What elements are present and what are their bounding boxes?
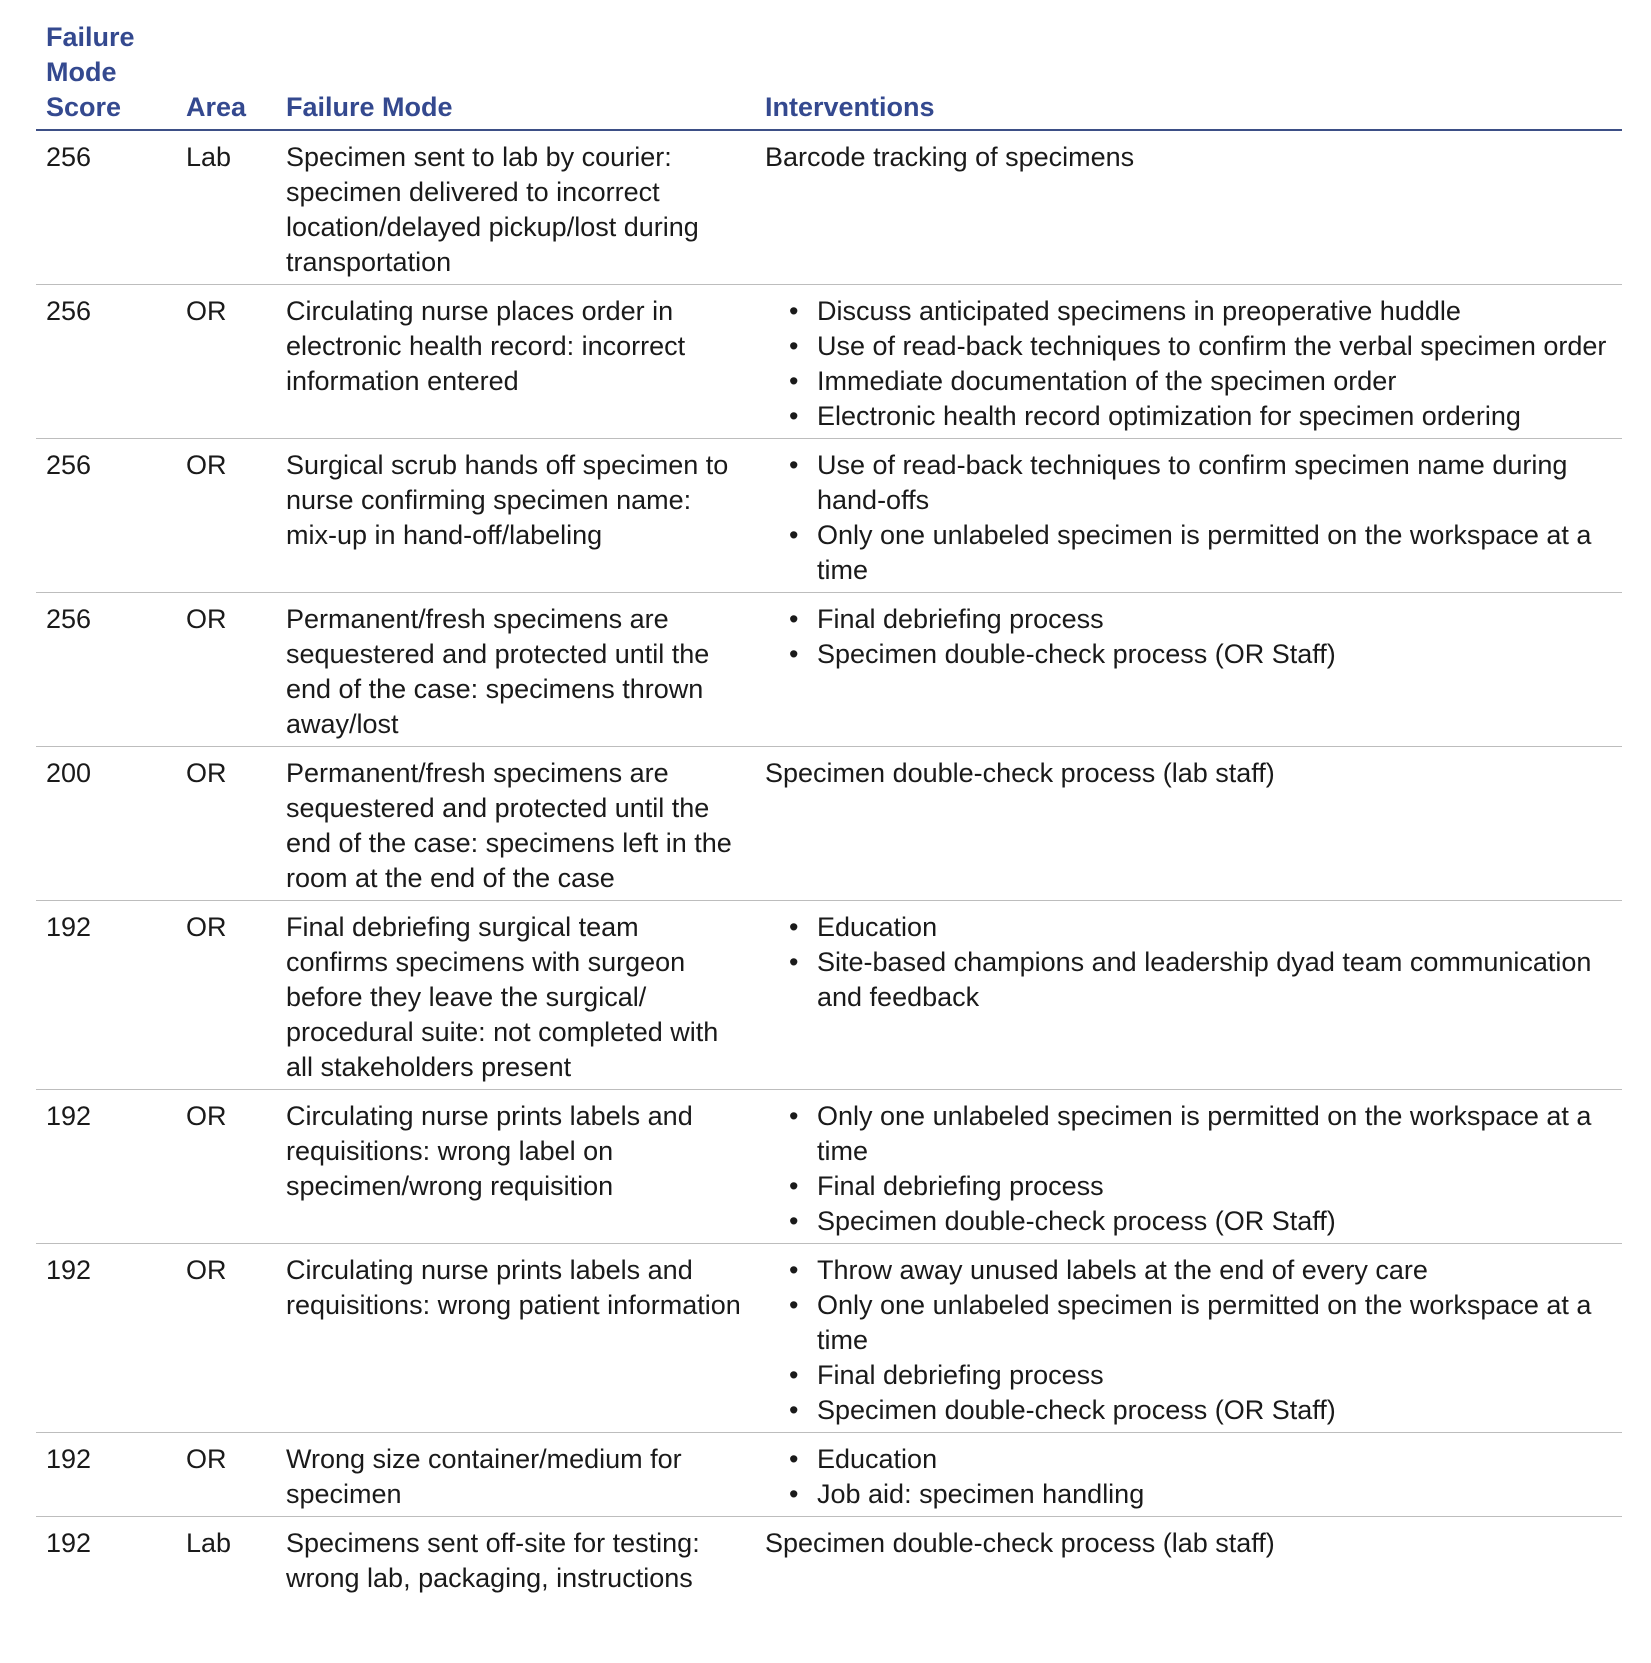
interventions-list — [755, 602, 1612, 672]
cell-failure-mode: Permanent/fresh specimens are sequestered and protected until the end of the case: specimens thrown away/lost — [276, 593, 755, 747]
header-interventions: Interventions — [755, 20, 1622, 130]
cell-interventions — [755, 439, 1622, 593]
intervention-item: • Use of read-back techniques to confirm specimen name during hand-offs — [817, 448, 1612, 518]
cell-interventions — [755, 593, 1622, 747]
cell-score: 192 — [36, 1433, 176, 1517]
cell-failure-mode: Permanent/fresh specimens are sequestered and protected until the end of the case: specimens left in the room at the end of the case — [276, 747, 755, 901]
cell-score: 192 — [36, 901, 176, 1090]
table-row — [36, 1517, 1622, 1601]
cell-interventions — [755, 285, 1622, 439]
cell-score: 192 — [36, 1244, 176, 1433]
cell-score: 192 — [46, 1528, 92, 1558]
interventions-list — [755, 294, 1612, 434]
cell-area: OR — [176, 439, 276, 593]
interventions-list — [755, 910, 1612, 1015]
cell-interventions — [755, 130, 1622, 285]
intervention-item: • Specimen double-check process (OR Staff) — [817, 1393, 1612, 1428]
intervention-text: Specimen double-check process (lab staff) — [765, 1528, 1275, 1558]
cell-area: OR — [176, 1090, 276, 1244]
cell-interventions — [755, 1433, 1622, 1517]
intervention-item: • Final debriefing process — [817, 1358, 1612, 1393]
fmea-table — [36, 20, 1622, 1600]
intervention-item: • Immediate documentation of the specimen order — [817, 364, 1612, 399]
intervention-item: • Specimen double-check process (OR Staff) — [817, 1204, 1612, 1239]
intervention-item: • Only one unlabeled specimen is permitted on the workspace at a time — [817, 518, 1612, 588]
interventions-list — [755, 1442, 1612, 1512]
intervention-item: • Only one unlabeled specimen is permitted on the workspace at a time — [817, 1288, 1612, 1358]
cell-area: OR — [176, 1244, 276, 1433]
cell-score: 256 — [36, 130, 176, 285]
cell-area: Lab — [176, 130, 276, 285]
table-row — [36, 747, 1622, 901]
intervention-item: • Education — [817, 1442, 1612, 1477]
intervention-item: • Specimen double-check process (OR Staff) — [817, 637, 1612, 672]
header-row — [36, 20, 1622, 130]
cell-interventions — [755, 1090, 1622, 1244]
cell-area: OR — [176, 593, 276, 747]
table-row — [36, 1090, 1622, 1244]
cell-failure-mode: Wrong size container/medium for specimen — [276, 1433, 755, 1517]
cell-failure-mode: Specimen sent to lab by courier: specimen delivered to incorrect location/delayed pickup/lost during transportation — [276, 130, 755, 285]
cell-failure-mode: Circulating nurse places order in electronic health record: incorrect information entered — [276, 285, 755, 439]
cell-interventions — [755, 1244, 1622, 1433]
intervention-text: Barcode tracking of specimens — [765, 142, 1135, 172]
cell-score: 256 — [36, 593, 176, 747]
cell-failure-mode: Circulating nurse prints labels and requisitions: wrong patient information — [276, 1244, 755, 1433]
cell-failure-mode: Specimens sent off-site for testing: wrong lab, packaging, instructions — [286, 1528, 700, 1593]
cell-area: OR — [176, 285, 276, 439]
intervention-item: • Discuss anticipated specimens in preoperative huddle — [817, 294, 1612, 329]
cell-area: OR — [176, 901, 276, 1090]
intervention-item: • Electronic health record optimization for specimen ordering — [817, 399, 1612, 434]
intervention-item: • Final debriefing process — [817, 602, 1612, 637]
header-area: Area — [176, 20, 276, 130]
interventions-list — [755, 1099, 1612, 1239]
cell-area: OR — [176, 747, 276, 901]
cell-failure-mode: Surgical scrub hands off specimen to nurse confirming specimen name: mix-up in hand-off/labeling — [276, 439, 755, 593]
table-row — [36, 901, 1622, 1090]
cell-failure-mode: Circulating nurse prints labels and requisitions: wrong label on specimen/wrong requisition — [276, 1090, 755, 1244]
table-body — [36, 130, 1622, 1600]
cell-interventions — [755, 1517, 1622, 1601]
intervention-item: • Education — [817, 910, 1612, 945]
table-row — [36, 1244, 1622, 1433]
header-failure-mode: Failure Mode — [276, 20, 755, 130]
cell-score: 200 — [36, 747, 176, 901]
cell-area: Lab — [186, 1528, 232, 1558]
cell-score: 256 — [36, 439, 176, 593]
interventions-list — [755, 448, 1612, 588]
cell-score: 192 — [36, 1090, 176, 1244]
intervention-item: • Throw away unused labels at the end of every care — [817, 1253, 1612, 1288]
table-row — [36, 439, 1622, 593]
interventions-list — [755, 1253, 1612, 1428]
cell-score: 256 — [36, 285, 176, 439]
table-row — [36, 593, 1622, 747]
intervention-text: Specimen double-check process (lab staff) — [765, 758, 1275, 788]
cell-area: OR — [176, 1433, 276, 1517]
table-row — [36, 130, 1622, 285]
intervention-item: • Use of read-back techniques to confirm the verbal specimen order — [817, 329, 1612, 364]
intervention-item: • Final debriefing process — [817, 1169, 1612, 1204]
intervention-item: • Site-based champions and leadership dyad team communication and feedback — [817, 945, 1612, 1015]
cell-interventions — [755, 901, 1622, 1090]
header-failure-mode-score: Failure Mode Score — [36, 20, 176, 130]
intervention-item: • Only one unlabeled specimen is permitted on the workspace at a time — [817, 1099, 1612, 1169]
cell-failure-mode: Final debriefing surgical team confirms specimens with surgeon before they leave the surgical/ procedural suite: not completed with all stakeholders present — [276, 901, 755, 1090]
intervention-item: • Job aid: specimen handling — [817, 1477, 1612, 1512]
table-row — [36, 285, 1622, 439]
cell-interventions — [755, 747, 1622, 901]
table-row — [36, 1433, 1622, 1517]
table-header — [36, 20, 1622, 130]
